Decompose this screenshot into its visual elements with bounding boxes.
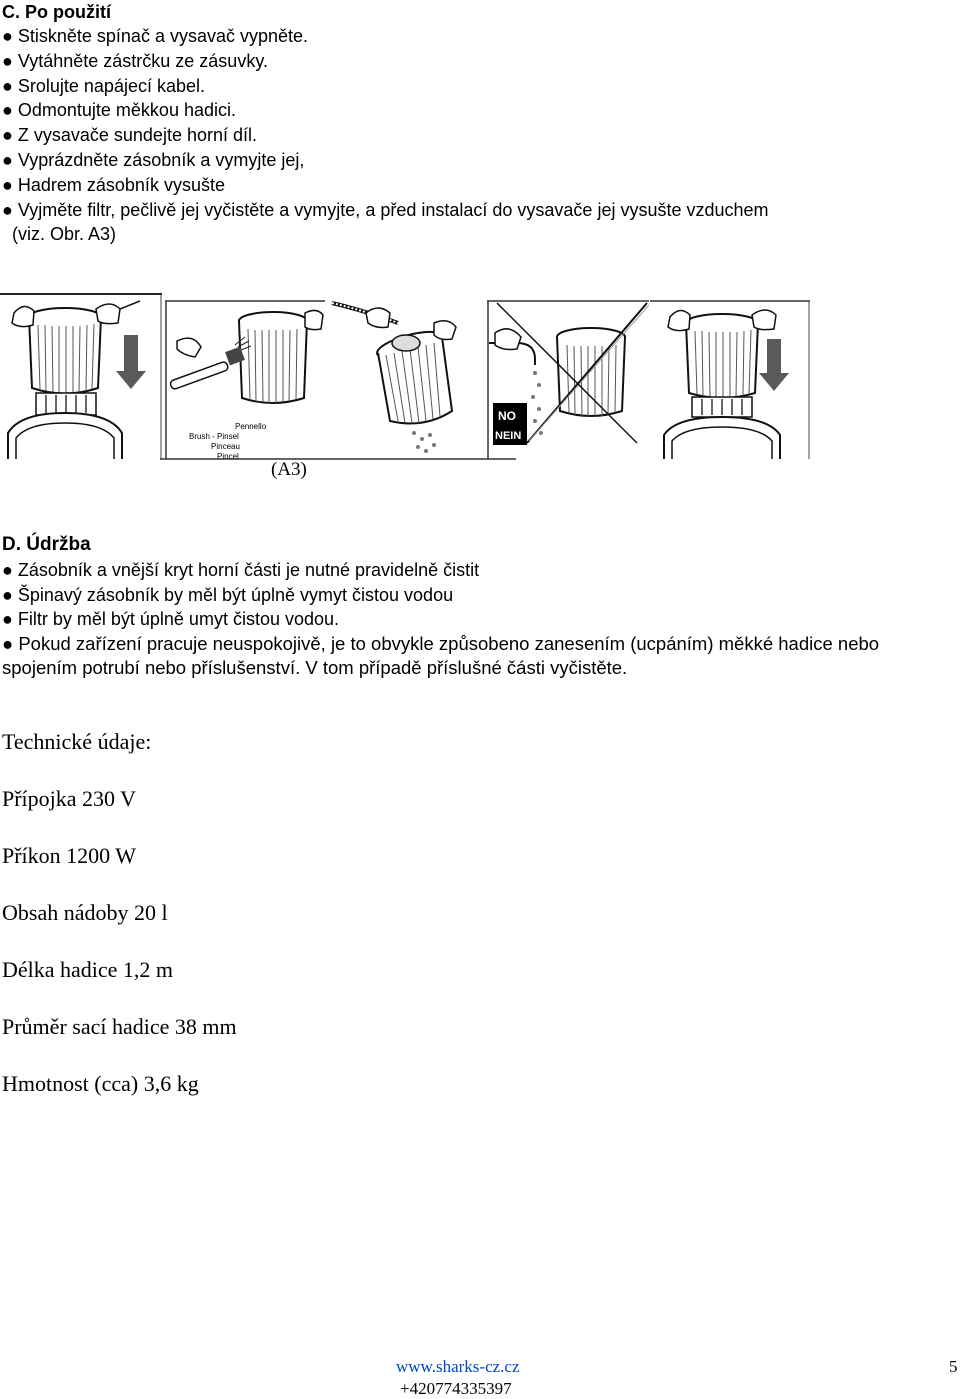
list-item: ● Z vysavače sundejte horní díl. <box>2 125 257 146</box>
list-item: ● Odmontujte měkkou hadici. <box>2 100 236 121</box>
filter-insert-panel <box>0 293 162 459</box>
figure-divider <box>160 457 516 461</box>
filter-reinsert-panel <box>650 293 810 459</box>
brush-label: Pincel <box>217 452 239 459</box>
list-item: ● Stiskněte spínač a vysavač vypněte. <box>2 26 309 46</box>
list-item: ● Vytáhněte zástrčku ze zásuvky. <box>2 50 268 71</box>
list-item: ● Vyprázdněte zásobník a vymyjte jej, <box>2 149 305 170</box>
brush-label: Brush - Pinsel <box>189 432 239 441</box>
section-after-use <box>2 0 952 247</box>
section-maintenance <box>2 532 952 681</box>
list-item: ● Vyjměte filtr, pečlivě jej vyčistěte a vymyjte, a před instalací do vysavače jej vysušte vzduchem <box>2 199 769 220</box>
website-link[interactable]: www.sharks-cz.cz <box>396 1357 520 1376</box>
spec-item: Příkon 1200 W <box>2 843 137 868</box>
page-number: 5 <box>949 1357 958 1376</box>
tech-title: Technické údaje: <box>2 729 152 754</box>
filter-cleaning-illustration <box>0 293 812 461</box>
brush-label: Pennello <box>235 422 267 431</box>
list-item: ● Zásobník a vnější kryt horní části je nutné pravidelně čistit <box>2 560 480 580</box>
vacuum-filter-panel <box>326 293 486 459</box>
section-d-heading: D. Údržba <box>2 534 91 555</box>
list-item: ● Hadrem zásobník vysušte <box>2 174 225 195</box>
list-item: ● Špinavý zásobník by měl být úplně vymyt čistou vodou <box>2 584 454 605</box>
spec-item: Délka hadice 1,2 m <box>2 957 174 982</box>
list-item-continuation: (viz. Obr. A3) <box>12 224 117 245</box>
list-item: ● Filtr by měl být úplně umyt čistou vodou. <box>2 609 340 630</box>
nein-label: NEIN <box>495 430 522 442</box>
spec-item: Průměr sací hadice 38 mm <box>2 1014 237 1039</box>
spec-item: Přípojka 230 V <box>2 786 137 811</box>
section-c-heading: C. Po použití <box>2 2 111 22</box>
brush-label: Pinceau <box>211 442 240 451</box>
no-label: NO <box>498 409 516 423</box>
phone-number: +420774335397 <box>400 1379 512 1398</box>
spec-item: Obsah nádoby 20 l <box>2 900 168 925</box>
no-washing-panel <box>487 293 649 459</box>
technical-specs <box>2 713 237 1112</box>
brush-cleaning-panel <box>165 293 325 459</box>
list-item: ● Srolujte napájecí kabel. <box>2 75 205 96</box>
spec-item: Hmotnost (cca) 3,6 kg <box>2 1071 199 1096</box>
figure-caption: (A3) <box>271 459 307 480</box>
list-item: ● Pokud zařízení pracuje neuspokojivě, je to obvykle způsobeno zanesením (ucpáním) měkké hadice nebo spojením potrubí nebo příslušenství. V tom případě příslušné části vyčistěte. <box>2 632 880 679</box>
